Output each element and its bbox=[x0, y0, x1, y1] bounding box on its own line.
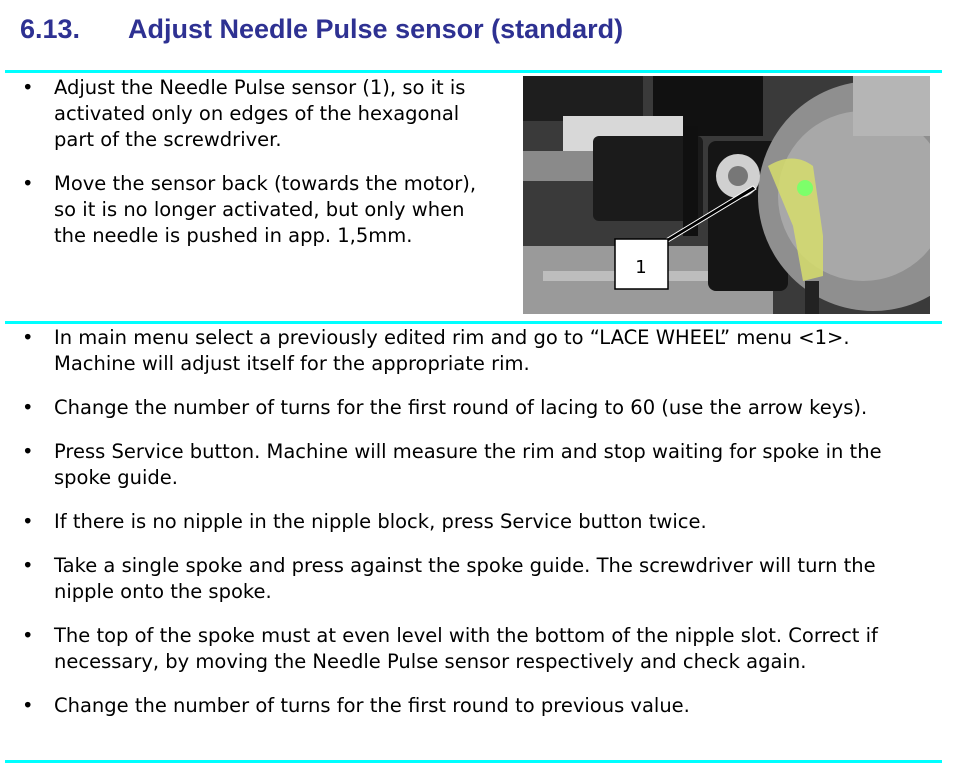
list-item: • Move the sensor back (towards the motor), so it is no longer activated, but only when the needle is pushed in app. 1,5mm. bbox=[22, 171, 492, 249]
list-item: • In main menu select a previously edited rim and go to “LACE WHEEL” menu <1>. Machine will adjust itself for the appropriate rim. bbox=[22, 325, 937, 377]
list-item: • The top of the spoke must at even level with the bottom of the nipple slot. Correct if necessary, by moving the Needle Pulse sensor respectively and check again. bbox=[22, 623, 937, 675]
procedure-bullet-list bbox=[22, 325, 937, 737]
list-item: • Change the number of turns for the first round to previous value. bbox=[22, 693, 937, 719]
list-item: • Change the number of turns for the first round of lacing to 60 (use the arrow keys). bbox=[22, 395, 937, 421]
divider-top bbox=[5, 70, 942, 73]
top-bullet-list bbox=[22, 75, 492, 267]
list-item: • If there is no nipple in the nipple block, press Service button twice. bbox=[22, 509, 937, 535]
section-heading bbox=[20, 14, 623, 45]
divider-bottom bbox=[5, 760, 942, 763]
list-item: • Take a single spoke and press against the spoke guide. The screwdriver will turn the nipple onto the spoke. bbox=[22, 553, 937, 605]
section-title: Adjust Needle Pulse sensor (standard) bbox=[128, 14, 624, 44]
section-number: 6.13. bbox=[20, 14, 81, 44]
list-item: • Adjust the Needle Pulse sensor (1), so it is activated only on edges of the hexagonal part of the screwdriver. bbox=[22, 75, 492, 153]
divider-middle bbox=[5, 321, 942, 324]
list-item: • Press Service button. Machine will measure the rim and stop waiting for spoke in the spoke guide. bbox=[22, 439, 937, 491]
callout-label: 1 bbox=[635, 257, 647, 278]
sensor-photo bbox=[523, 76, 930, 314]
